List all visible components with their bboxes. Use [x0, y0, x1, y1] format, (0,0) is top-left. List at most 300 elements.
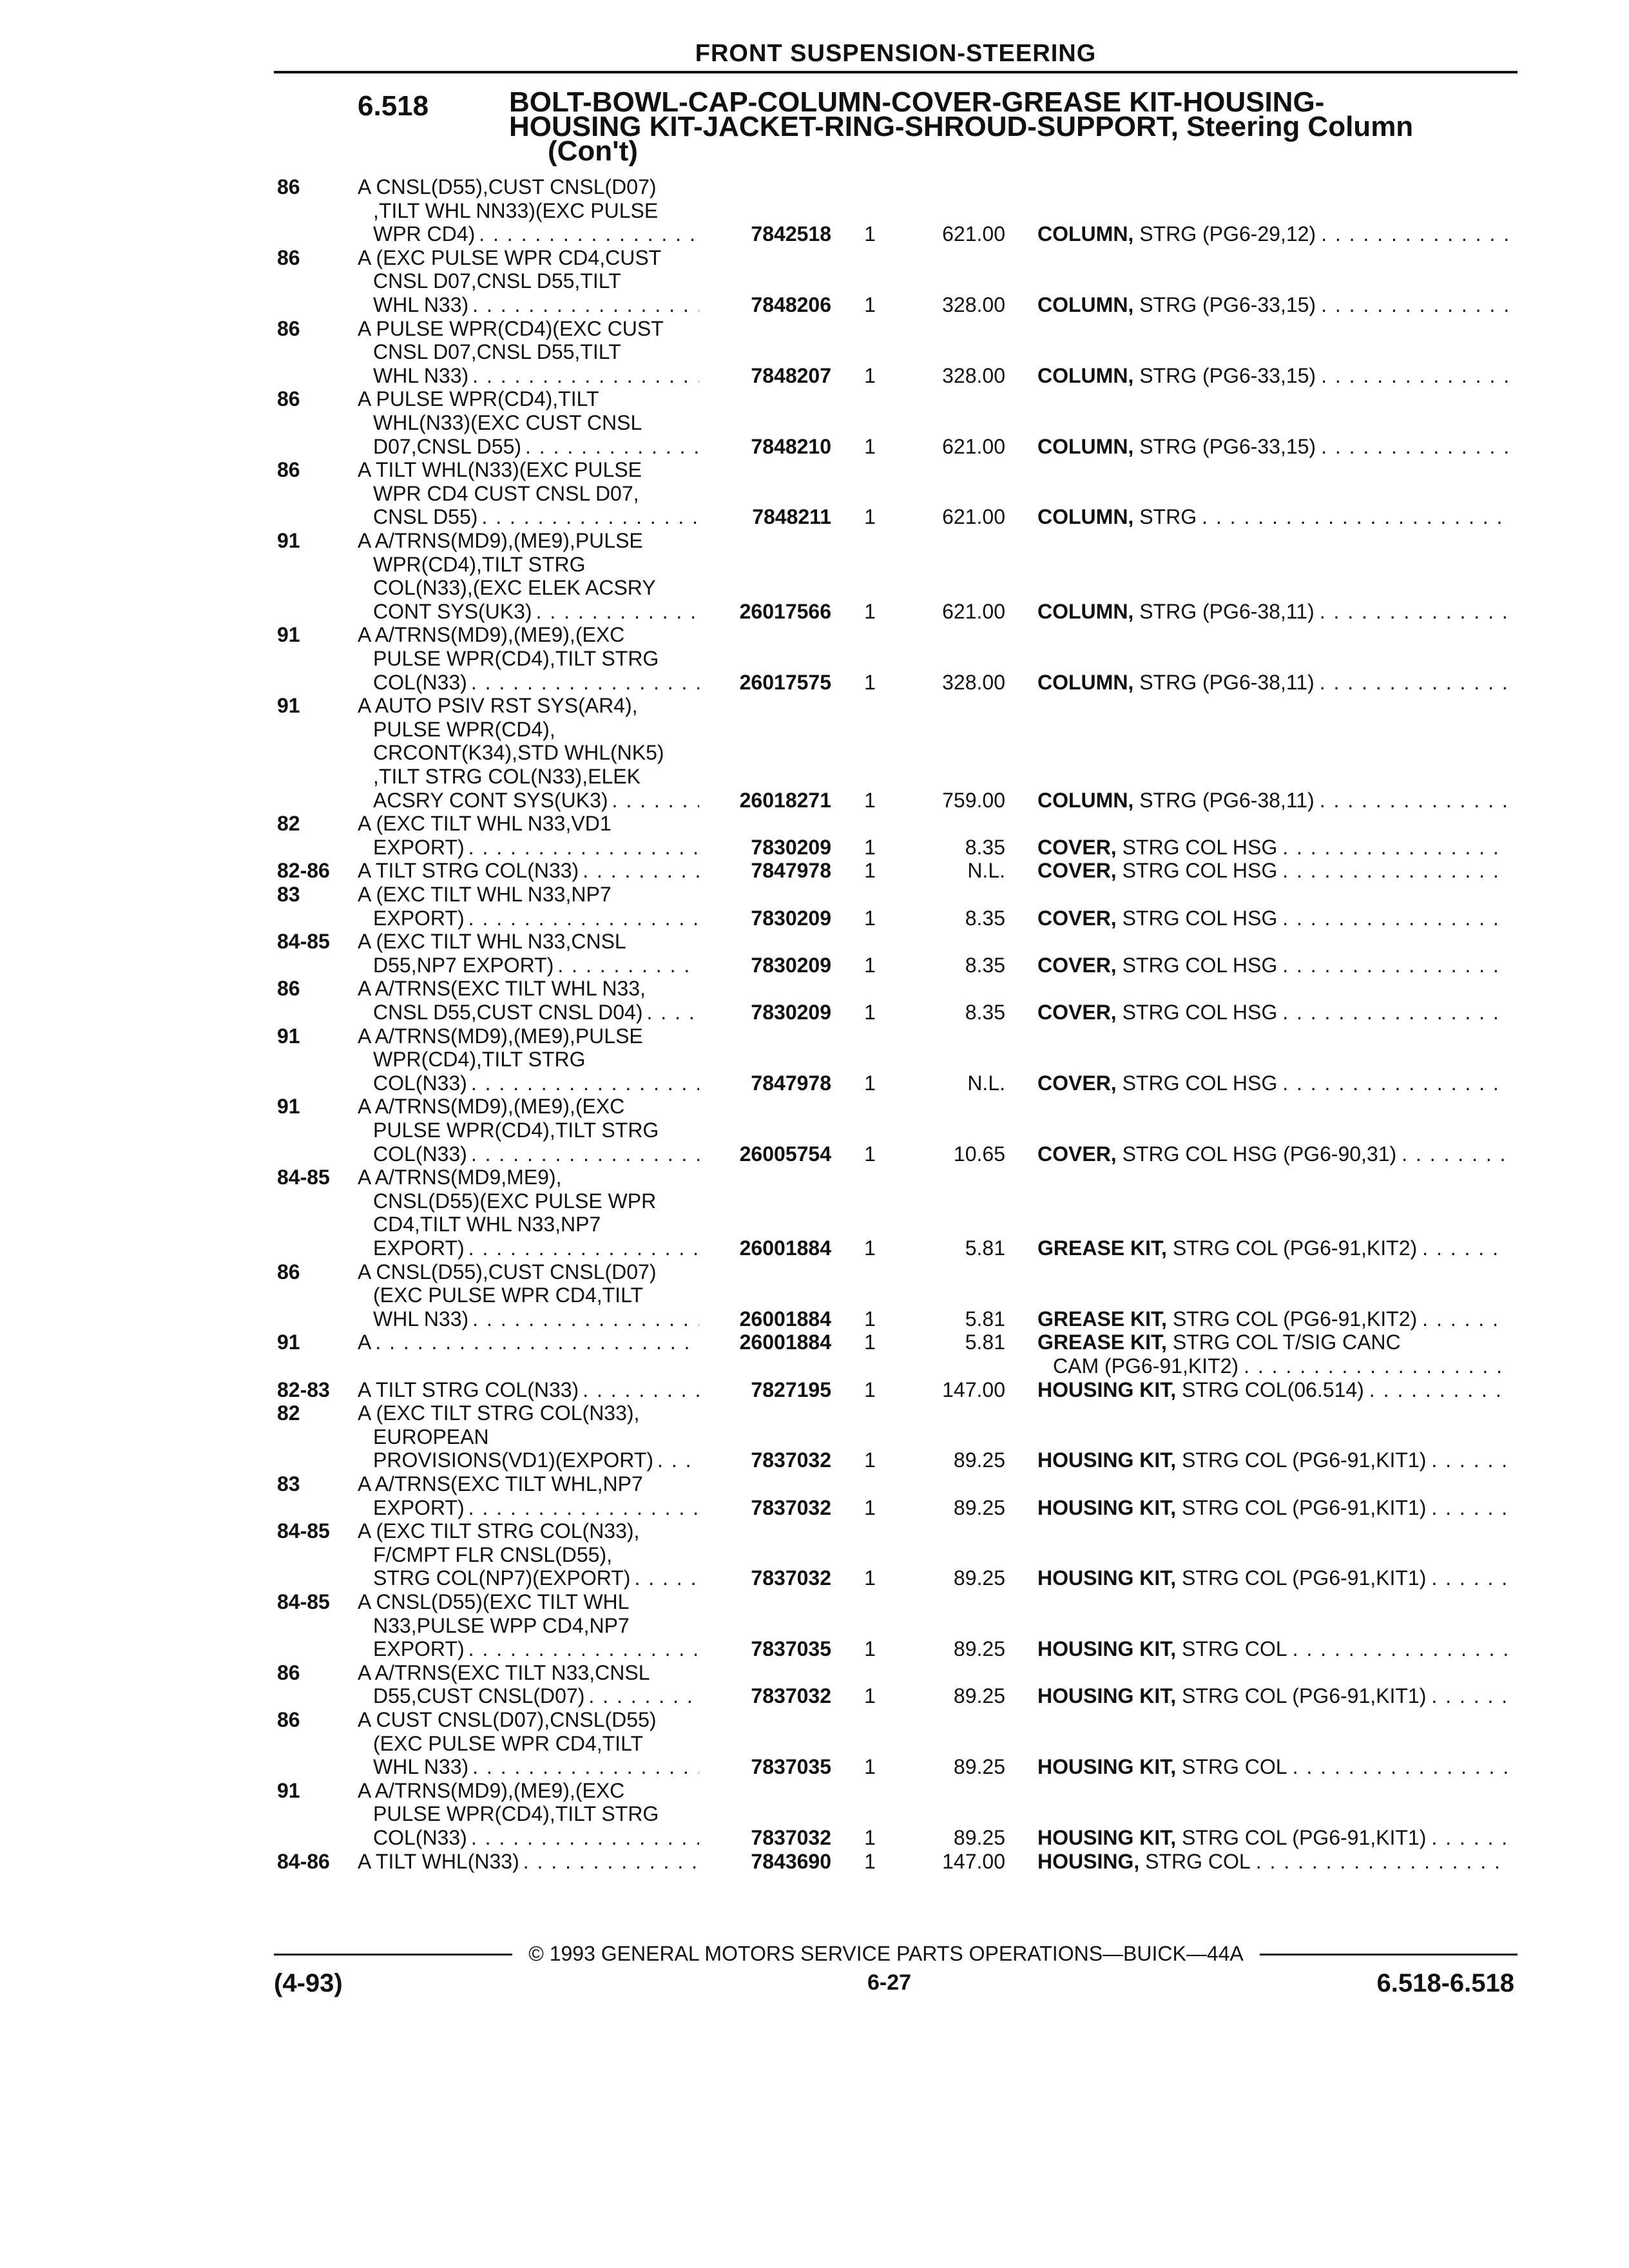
dot-leader: [1315, 600, 1508, 624]
footer-rule-right: [1260, 1954, 1518, 1956]
part-name: [1037, 1307, 1508, 1331]
part-number: 7843690: [751, 1849, 831, 1873]
dot-leader: [1316, 222, 1508, 246]
dot-leader: [1277, 1001, 1508, 1024]
part-name-detail: STRG COL HSG: [1116, 1000, 1278, 1024]
model-year: 82: [277, 812, 300, 836]
part-number: 26001884: [739, 1236, 831, 1260]
part-number: 7830209: [751, 1000, 831, 1024]
part-number: 26005754: [739, 1142, 831, 1166]
description-line: A (EXC TILT STRG COL(N33),: [358, 1519, 640, 1543]
quantity: 1: [864, 835, 876, 859]
part-name: [1037, 1496, 1508, 1520]
part-name-line: [1037, 1236, 1508, 1260]
usage-description: [358, 883, 699, 930]
dot-leader: [475, 222, 699, 245]
price: 89.25: [953, 1755, 1005, 1779]
part-name-detail: STRG COL HSG: [1116, 835, 1278, 859]
price: N.L.: [967, 1071, 1005, 1095]
dot-leader: [465, 1236, 699, 1260]
usage-description: [358, 1331, 699, 1354]
dot-leader: [579, 1378, 699, 1401]
description-line: [358, 1496, 699, 1520]
part-name: [1037, 1637, 1508, 1661]
section-title-line: BOLT-BOWL-CAP-COLUMN-COVER-GREASE KIT-HOUSING-: [509, 86, 1325, 118]
part-name-detail: STRG: [1133, 505, 1197, 529]
part-name-detail: STRG COL (PG6-91,KIT2): [1166, 1236, 1418, 1260]
part-name: [1037, 836, 1508, 860]
part-name-bold: GREASE KIT,: [1037, 1331, 1167, 1354]
quantity: 1: [864, 1307, 876, 1331]
part-name-bold: HOUSING KIT,: [1037, 1825, 1177, 1849]
description-text: D07,CNSL D55): [373, 434, 522, 458]
description-line: [358, 1001, 699, 1024]
dot-leader: [1277, 836, 1508, 860]
description-line: ,TILT STRG COL(N33),ELEK: [373, 764, 641, 788]
description-text: PROVISIONS(VD1)(EXPORT): [373, 1448, 654, 1472]
model-year: 84-85: [277, 1519, 330, 1543]
part-name-detail: STRG COL (PG6-91,KIT1): [1176, 1566, 1427, 1590]
quantity: 1: [864, 1000, 876, 1024]
part-name-bold: COVER,: [1037, 906, 1117, 930]
description-text: COL(N33): [373, 1142, 467, 1166]
part-name-line: [1037, 789, 1508, 812]
model-year: 91: [277, 1778, 300, 1802]
dot-leader: [1251, 1850, 1508, 1874]
usage-description: [358, 1401, 699, 1472]
model-year: 86: [277, 245, 300, 269]
description-line: A A/TRNS(EXC TILT WHL N33,: [358, 977, 646, 1001]
quantity: 1: [864, 953, 876, 977]
part-name-text: [1037, 1331, 1401, 1354]
usage-description: [358, 623, 699, 694]
part-name-bold: COLUMN,: [1037, 222, 1134, 246]
part-name-bold: HOUSING KIT,: [1037, 1448, 1177, 1472]
price: 89.25: [953, 1684, 1005, 1708]
part-name-line: [1037, 1448, 1508, 1472]
model-year: 84-85: [277, 930, 330, 954]
description-line: [358, 293, 699, 317]
description-text: CNSL D55): [373, 505, 478, 529]
quantity: 1: [864, 1448, 876, 1472]
part-name-line: [1037, 836, 1508, 860]
model-year: 82: [277, 1401, 300, 1425]
usage-description: [358, 859, 699, 883]
description-line: A (EXC TILT WHL N33,VD1: [358, 812, 612, 836]
part-name-line: [1037, 1850, 1508, 1874]
part-name-line: [1037, 1684, 1508, 1708]
dot-leader: [1426, 1684, 1508, 1708]
part-number: 26017575: [739, 670, 831, 694]
description-text: CONT SYS(UK3): [373, 599, 532, 623]
part-name-text: [1037, 1496, 1426, 1520]
dot-leader: [465, 1496, 699, 1519]
quantity: 1: [864, 1495, 876, 1519]
dot-leader: [1277, 907, 1508, 930]
part-name-text: [1037, 907, 1277, 930]
part-name-bold: COLUMN,: [1037, 788, 1134, 812]
quantity: 1: [864, 363, 876, 387]
part-number: 7837032: [751, 1684, 831, 1708]
description-line: A CNSL(D55),CUST CNSL(D07): [358, 175, 657, 198]
part-number: 26018271: [739, 788, 831, 812]
part-number: 7837032: [751, 1448, 831, 1472]
description-line: A A/TRNS(EXC TILT WHL,NP7: [358, 1472, 643, 1495]
part-name-detail: STRG COL HSG: [1116, 906, 1278, 930]
usage-description: [358, 1661, 699, 1708]
part-name-bold: GREASE KIT,: [1037, 1307, 1167, 1331]
dot-leader: [1364, 1378, 1508, 1402]
model-year: 83: [277, 883, 300, 906]
part-name: [1037, 1684, 1508, 1708]
part-name-bold: HOUSING KIT,: [1037, 1755, 1177, 1779]
part-name-text: [1037, 1755, 1287, 1779]
footer-rule-left: [274, 1954, 512, 1956]
description-line: PULSE WPR(CD4),TILT STRG: [373, 1802, 659, 1826]
price: 147.00: [942, 1849, 1005, 1873]
dot-leader: [1316, 293, 1508, 317]
price: 328.00: [942, 670, 1005, 694]
dot-leader: [1277, 1072, 1508, 1095]
dot-leader: [584, 1684, 699, 1707]
quantity: 1: [864, 670, 876, 694]
part-name-bold: COLUMN,: [1037, 293, 1134, 316]
part-name-line: [1037, 1496, 1508, 1520]
description-line: [358, 1072, 699, 1095]
part-name-text: [1037, 671, 1315, 695]
description-text: STRG COL(NP7)(EXPORT): [373, 1566, 631, 1590]
description-line: [358, 954, 699, 977]
part-number: 7837032: [751, 1825, 831, 1849]
dot-leader: [468, 1307, 699, 1331]
description-line: A PULSE WPR(CD4),TILT: [358, 387, 599, 411]
description-line: A (EXC TILT STRG COL(N33),: [358, 1401, 640, 1425]
description-line: WPR(CD4),TILT STRG: [373, 1048, 586, 1072]
description-line: A (EXC TILT WHL N33,CNSL: [358, 930, 626, 954]
model-year: 86: [277, 1660, 300, 1684]
part-name: [1037, 1826, 1508, 1850]
dot-leader: [467, 671, 699, 694]
part-name: [1037, 1850, 1508, 1874]
quantity: 1: [864, 1849, 876, 1873]
part-number: 7842518: [751, 222, 831, 246]
part-name-text: [1037, 293, 1316, 317]
quantity: 1: [864, 788, 876, 812]
description-line: A A/TRNS(MD9),(ME9),(EXC: [358, 1778, 625, 1802]
price: 10.65: [953, 1142, 1005, 1166]
part-name-text: [1037, 435, 1316, 459]
quantity: 1: [864, 1378, 876, 1401]
part-name-text: [1037, 836, 1277, 860]
quantity: 1: [864, 434, 876, 458]
description-text: CNSL D55,CUST CNSL D04): [373, 1000, 643, 1024]
part-name-bold: COVER,: [1037, 835, 1117, 859]
usage-description: [358, 1779, 699, 1850]
description-text: WHL N33): [373, 1755, 469, 1779]
part-name: [1037, 907, 1508, 930]
description-line: A A/TRNS(MD9,ME9),: [358, 1166, 562, 1189]
part-number: 7830209: [751, 906, 831, 930]
price: 5.81: [965, 1331, 1005, 1354]
description-line: WPR CD4 CUST CNSL D07,: [373, 481, 639, 505]
dot-leader: [468, 1755, 699, 1778]
description-line: [358, 859, 699, 883]
part-name-detail: STRG COL HSG (PG6-90,31): [1116, 1142, 1397, 1166]
part-name-line: [1037, 1354, 1508, 1378]
part-name-line: [1037, 954, 1508, 977]
model-year: 84-86: [277, 1849, 330, 1873]
usage-description: [358, 1590, 699, 1661]
part-number: 7837032: [751, 1566, 831, 1590]
model-year: 91: [277, 1024, 300, 1048]
description-text: COL(N33): [373, 670, 467, 694]
description-line: A CUST CNSL(D07),CNSL(D55): [358, 1708, 657, 1731]
usage-description: [358, 458, 699, 529]
dot-leader: [1426, 1496, 1508, 1520]
part-name: [1037, 1566, 1508, 1590]
model-year: 86: [277, 175, 300, 198]
quantity: 1: [864, 505, 876, 529]
header-rule: [274, 71, 1518, 73]
part-name-bold: COLUMN,: [1037, 670, 1134, 694]
dot-leader: [465, 907, 699, 930]
usage-description: [358, 930, 699, 977]
description-line: PULSE WPR(CD4),: [373, 717, 555, 741]
dot-leader: [1316, 364, 1508, 388]
quantity: 1: [864, 599, 876, 623]
usage-description: [358, 812, 699, 859]
dot-leader: [653, 1448, 699, 1472]
usage-description: [358, 1024, 699, 1095]
description-line: [358, 600, 699, 624]
part-name-text: [1037, 1307, 1417, 1331]
description-line: PULSE WPR(CD4),TILT STRG: [373, 646, 659, 670]
part-name-text: [1037, 364, 1316, 388]
part-name: [1037, 671, 1508, 695]
part-name-line: [1037, 1001, 1508, 1024]
part-number: 7848207: [751, 363, 831, 387]
model-year: 86: [277, 387, 300, 411]
part-number: 7847978: [751, 1071, 831, 1095]
dot-leader: [1239, 1354, 1508, 1378]
dot-leader: [371, 1331, 699, 1354]
description-line: A A/TRNS(MD9),(ME9),(EXC: [358, 623, 625, 647]
price: 328.00: [942, 293, 1005, 316]
part-name-detail: STRG (PG6-29,12): [1133, 222, 1316, 246]
dot-leader: [1316, 435, 1508, 459]
model-year: 82-83: [277, 1378, 330, 1401]
part-name-detail: STRG (PG6-38,11): [1133, 670, 1315, 694]
part-name-detail: STRG COL(06.514): [1176, 1378, 1364, 1401]
description-line: [358, 1307, 699, 1331]
quantity: 1: [864, 1566, 876, 1590]
part-name-detail: STRG COL HSG: [1116, 953, 1278, 977]
part-name-line: [1037, 1566, 1508, 1590]
description-line: [358, 1684, 699, 1708]
dot-leader: [468, 364, 699, 387]
part-name-text: [1037, 1684, 1426, 1708]
part-name-text: [1037, 954, 1277, 977]
part-name-line: [1037, 1142, 1508, 1166]
description-line: CNSL D07,CNSL D55,TILT: [373, 269, 621, 293]
part-name: [1037, 505, 1508, 529]
part-name-detail: STRG COL (PG6-91,KIT1): [1176, 1448, 1427, 1472]
description-line: A (EXC TILT WHL N33,NP7: [358, 883, 612, 906]
part-name-bold: COLUMN,: [1037, 363, 1134, 387]
section-number: 6.518: [358, 90, 429, 122]
model-year: 84-85: [277, 1166, 330, 1189]
price: 621.00: [942, 599, 1005, 623]
part-name-detail: STRG (PG6-38,11): [1133, 599, 1315, 623]
price: 89.25: [953, 1448, 1005, 1472]
quantity: 1: [864, 859, 876, 883]
dot-leader: [579, 859, 699, 882]
description-line: [358, 1755, 699, 1779]
part-number: 26001884: [739, 1307, 831, 1331]
part-name-line: [1037, 671, 1508, 695]
description-text: EXPORT): [373, 835, 465, 859]
part-name-detail: STRG COL (PG6-91,KIT1): [1176, 1684, 1427, 1708]
description-line: [358, 671, 699, 695]
quantity: 1: [864, 293, 876, 316]
usage-description: [358, 977, 699, 1024]
footer-section-range: 6.518-6.518: [1376, 1969, 1514, 1997]
part-name: [1037, 1331, 1508, 1378]
description-text: EXPORT): [373, 906, 465, 930]
part-name-line: [1037, 293, 1508, 317]
part-name-text: [1037, 1850, 1251, 1874]
model-year: 86: [277, 1260, 300, 1283]
model-year: 91: [277, 529, 300, 552]
part-name-bold: COLUMN,: [1037, 505, 1134, 529]
dot-leader: [467, 1826, 699, 1849]
dot-leader: [1426, 1826, 1508, 1850]
quantity: 1: [864, 1684, 876, 1708]
dot-leader: [1277, 859, 1508, 883]
price: 89.25: [953, 1637, 1005, 1661]
dot-leader: [467, 1142, 699, 1166]
description-text: D55,CUST CNSL(D07): [373, 1684, 585, 1708]
part-name-line: [1037, 1826, 1508, 1850]
usage-description: [358, 1378, 699, 1402]
dot-leader: [1426, 1448, 1508, 1472]
dot-leader: [521, 435, 699, 458]
description-line: A A/TRNS(MD9),(ME9),(EXC: [358, 1095, 625, 1119]
part-name: [1037, 789, 1508, 812]
price: N.L.: [967, 859, 1005, 883]
description-line: N33,PULSE WPP CD4,NP7: [373, 1613, 630, 1637]
usage-description: [358, 1260, 699, 1331]
part-number: 7837032: [751, 1495, 831, 1519]
part-name-text: [1037, 1072, 1277, 1095]
dot-leader: [1417, 1236, 1508, 1260]
quantity: 1: [864, 222, 876, 246]
part-name-detail: STRG COL: [1176, 1637, 1287, 1661]
part-name: [1037, 1448, 1508, 1472]
description-line: COL(N33),(EXC ELEK ACSRY: [373, 576, 656, 600]
dot-leader: [554, 954, 699, 977]
usage-description: [358, 387, 699, 458]
part-name-text: CAM (PG6-91,KIT2): [1053, 1354, 1239, 1378]
dot-leader: [1426, 1566, 1508, 1590]
part-name: [1037, 1378, 1508, 1402]
description-line: PULSE WPR(CD4),TILT STRG: [373, 1118, 659, 1142]
part-name: [1037, 1236, 1508, 1260]
description-text: COL(N33): [373, 1825, 467, 1849]
part-name-bold: GREASE KIT,: [1037, 1236, 1167, 1260]
usage-description: [358, 529, 699, 623]
part-number: 7837035: [751, 1637, 831, 1661]
description-line: [358, 789, 699, 812]
part-name-detail: STRG COL: [1176, 1755, 1287, 1779]
usage-description: [358, 1519, 699, 1590]
dot-leader: [468, 293, 699, 316]
description-line: A A/TRNS(MD9),(ME9),PULSE: [358, 529, 643, 552]
model-year: 86: [277, 1708, 300, 1731]
usage-description: [358, 1708, 699, 1779]
part-name-line: [1037, 435, 1508, 459]
dot-leader: [477, 505, 699, 528]
part-name-bold: COVER,: [1037, 1000, 1117, 1024]
model-year: 86: [277, 458, 300, 482]
part-name-detail: STRG (PG6-33,15): [1133, 434, 1316, 458]
part-name-detail: STRG COL HSG: [1116, 1071, 1278, 1095]
dot-leader: [519, 1850, 699, 1873]
price: 621.00: [942, 434, 1005, 458]
description-line: [358, 836, 699, 860]
description-line: [358, 1448, 699, 1472]
description-line: A A/TRNS(MD9),(ME9),PULSE: [358, 1024, 643, 1048]
part-name-text: [1037, 789, 1315, 812]
section-title-line: HOUSING KIT-JACKET-RING-SHROUD-SUPPORT, Steering Column: [509, 111, 1414, 142]
quantity: 1: [864, 1755, 876, 1779]
usage-description: [358, 175, 699, 246]
dot-leader: [630, 1566, 699, 1590]
price: 328.00: [942, 363, 1005, 387]
part-name: [1037, 600, 1508, 624]
description-line: CNSL(D55)(EXC PULSE WPR: [373, 1189, 657, 1213]
part-name: [1037, 859, 1508, 883]
description-line: (EXC PULSE WPR CD4,TILT: [373, 1731, 644, 1755]
part-name-text: [1037, 1378, 1364, 1402]
part-name-bold: COVER,: [1037, 1142, 1117, 1166]
part-number: 7848206: [751, 293, 831, 316]
quantity: 1: [864, 906, 876, 930]
part-name: [1037, 1142, 1508, 1166]
part-name-line: [1037, 600, 1508, 624]
description-line: [358, 1378, 699, 1402]
part-name-text: [1037, 1566, 1426, 1590]
description-line: [358, 907, 699, 930]
part-name-text: [1037, 859, 1277, 883]
part-name-detail: STRG COL (PG6-91,KIT2): [1166, 1307, 1418, 1331]
description-text: WHL N33): [373, 363, 469, 387]
description-line: CNSL D07,CNSL D55,TILT: [373, 340, 621, 364]
footer-page-number: 6-27: [867, 1970, 912, 1995]
part-number: 7830209: [751, 953, 831, 977]
usage-description: [358, 246, 699, 317]
part-number: 7837035: [751, 1755, 831, 1779]
description-line: [358, 364, 699, 388]
part-name-line: [1037, 907, 1508, 930]
description-line: WHL(N33)(EXC CUST CNSL: [373, 410, 642, 434]
description-line: [358, 505, 699, 529]
price: 621.00: [942, 505, 1005, 529]
description-line: [358, 1637, 699, 1661]
part-name-text: [1037, 222, 1316, 246]
description-line: WPR(CD4),TILT STRG: [373, 552, 586, 576]
footer-copyright: © 1993 GENERAL MOTORS SERVICE PARTS OPERATIONS—BUICK—44A: [528, 1942, 1244, 1965]
